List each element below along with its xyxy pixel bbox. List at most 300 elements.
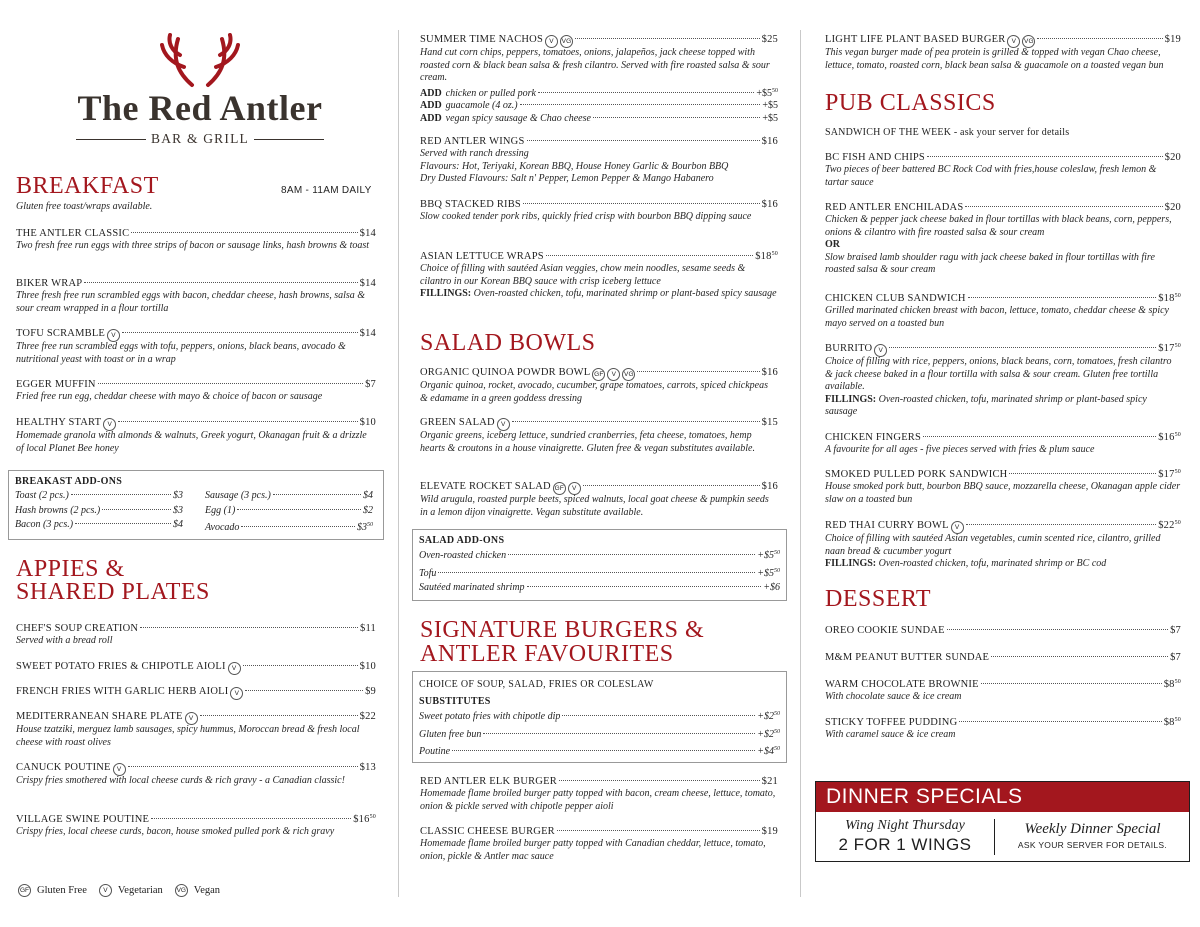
item-description: Served with ranch dressing	[420, 148, 529, 159]
wing-night-title: Wing Night Thursday	[845, 818, 965, 833]
addon-name: Gluten free bun	[419, 728, 482, 740]
item-header	[825, 624, 1181, 637]
item-description: Homemade flame broiled burger patty topped with bacon, cream cheese, lettuce, tomato, onion & pickle served with chipotle pepper aioli	[420, 788, 776, 812]
leader-dots	[965, 206, 1162, 207]
item-header	[16, 378, 376, 391]
leader-dots	[508, 554, 755, 555]
item-description: With caramel sauce & ice cream	[825, 729, 956, 740]
leader-dots	[243, 665, 358, 666]
vegetarian-icon: V	[1007, 35, 1020, 48]
price-value: $25	[761, 34, 778, 45]
item-description: This vegan burger made of pea protein is grilled & topped with vegan Chao cheese, lettuce, tomato, roasted corn, black bean salsa & guacamole on a toasted vegan bun	[825, 47, 1164, 71]
leader-dots	[1009, 473, 1156, 474]
leader-dots	[71, 494, 171, 495]
item-name: ASIAN LETTUCE WRAPS	[420, 251, 544, 262]
item-fillings	[825, 558, 1181, 571]
addon-price	[757, 742, 780, 760]
menu-item	[825, 466, 1181, 506]
item-header	[16, 622, 376, 635]
price-value: $7	[1170, 652, 1181, 663]
vegetarian-icon: V	[228, 662, 241, 675]
vegetarian-icon: V	[497, 418, 510, 431]
price-cents: 50	[774, 550, 780, 556]
breakfast-addon	[205, 489, 373, 504]
menu-item	[420, 33, 778, 125]
vegan-icon: VG	[175, 884, 188, 897]
price-value: $4	[363, 490, 373, 501]
salad-addons-box	[412, 529, 787, 601]
item-name: SWEET POTATO FRIES & CHIPOTLE AIOLI	[16, 661, 226, 672]
nacho-add-on	[420, 100, 778, 113]
leader-dots	[118, 421, 357, 422]
item-description: House tzatziki, merguez lamb sausages, spicy hummus, Moroccan bread & fresh local cheese with roast olives	[16, 724, 360, 748]
burgers-title-line2: ANTLER FAVOURITES	[420, 641, 674, 667]
leader-dots	[140, 627, 358, 628]
leader-dots	[927, 156, 1163, 157]
price-value: $20	[1164, 152, 1181, 163]
price-value: $14	[359, 328, 376, 339]
substitute-row	[419, 742, 780, 760]
item-header	[420, 366, 778, 380]
item-price	[755, 248, 778, 263]
addon-name: Sautéed marinated shrimp	[419, 582, 525, 593]
leader-dots	[245, 690, 363, 691]
menu-item	[420, 248, 778, 301]
addon-price	[363, 504, 373, 519]
item-description: With chocolate sauce & ice cream	[825, 691, 962, 702]
antler-icon	[50, 33, 350, 93]
vegan-icon: VG	[622, 368, 635, 381]
price-value: $16	[761, 136, 778, 147]
item-price	[762, 416, 778, 429]
item-header	[16, 761, 376, 775]
item-header	[420, 248, 778, 263]
item-price	[762, 366, 778, 379]
item-header	[16, 811, 376, 826]
menu-item	[16, 660, 376, 674]
item-price	[1165, 201, 1181, 214]
price-value: $10	[359, 661, 376, 672]
gluten-free-icon: GF	[592, 368, 605, 381]
item-name: SUMMER TIME NACHOS	[420, 34, 544, 45]
leader-dots	[1037, 38, 1162, 39]
leader-dots	[889, 347, 1156, 348]
or-separator: OR	[825, 239, 840, 250]
item-price	[1165, 151, 1181, 164]
item-header	[16, 660, 376, 674]
item-name: CANUCK POUTINE	[16, 762, 111, 773]
price-value: $16	[761, 367, 778, 378]
item-header	[420, 480, 778, 494]
vegetarian-icon: V	[230, 687, 243, 700]
addon-name: Sausage (3 pcs.)	[205, 490, 271, 501]
breakfast-addons-title: BREAKAST ADD-ONS	[15, 476, 123, 487]
item-header	[825, 151, 1181, 164]
fillings-label: FILLINGS:	[825, 393, 877, 405]
leader-dots	[131, 232, 357, 233]
item-description: Slow cooked tender pork ribs, quickly fried crisp with bourbon BBQ dipping sauce	[420, 211, 752, 222]
column-divider	[398, 30, 399, 897]
menu-item	[825, 651, 1181, 664]
nacho-add-on	[420, 113, 778, 126]
item-header	[420, 198, 778, 211]
item-description: Flavours: Hot, Teriyaki, Korean BBQ, House Honey Garlic & Bourbon BBQ	[420, 160, 729, 172]
brand-subtitle: BAR & GRILL	[151, 131, 249, 146]
dinner-specials-title: DINNER SPECIALS	[816, 782, 1189, 812]
item-header	[420, 775, 778, 788]
item-price	[360, 710, 376, 723]
item-description: Choice of filling with sautéed Asian vegetables, cumin scented rice, cilantro, grilled naan bread & cucumber yogurt	[825, 533, 1161, 557]
wing-night-offer: 2 FOR 1 WINGS	[838, 835, 972, 854]
item-price	[360, 622, 376, 635]
price-value: $16	[761, 481, 778, 492]
item-description: Crispy fries smothered with local cheese curds & rich gravy - a Canadian classic!	[16, 775, 345, 786]
item-header	[825, 466, 1181, 481]
addon-price	[173, 504, 183, 519]
add-text: guacamole (4 oz.)	[445, 100, 518, 111]
logo-rule-right	[254, 139, 324, 140]
item-name: SMOKED PULLED PORK SANDWICH	[825, 469, 1008, 480]
item-name: BIKER WRAP	[16, 278, 83, 289]
item-price	[365, 378, 376, 391]
salad-addon	[419, 564, 780, 582]
leader-dots	[483, 733, 755, 734]
leader-dots	[538, 92, 754, 93]
logo	[50, 33, 350, 148]
addon-name: Egg (1)	[205, 504, 236, 516]
leader-dots	[557, 830, 760, 831]
addon-price	[757, 707, 780, 725]
item-description: Wild arugula, roasted purple beets, spiced walnuts, local goat cheese & pumpkin seeds in a lemon dijon vinaigrette. Vegan substitute available.	[420, 494, 769, 518]
item-price	[762, 198, 778, 211]
item-description: Chicken & pepper jack cheese baked in flour tortillas with black beans, corn, peppers, onions & cilantro with fire roasted salsa & sour cream	[825, 214, 1172, 238]
price-value: $11	[360, 623, 376, 634]
price-cents: 50	[774, 567, 780, 574]
item-name: ORGANIC QUINOA POWDR BOWL	[420, 367, 591, 378]
item-name: BBQ STACKED RIBS	[420, 199, 521, 210]
menu-item	[420, 775, 778, 813]
dessert-title: DESSERT	[825, 586, 932, 612]
leader-dots	[527, 140, 760, 141]
pub-title: PUB CLASSICS	[825, 90, 996, 116]
leader-dots	[241, 526, 355, 527]
item-name: RED ANTLER ENCHILADAS	[825, 202, 964, 213]
appies-title-line1: APPIES &	[16, 556, 125, 582]
item-description: Homemade flame broiled burger patty topped with Canadian cheddar, lettuce, tomato, onion, pickle & Antler mac sauce	[420, 838, 766, 862]
item-description: Organic greens, iceberg lettuce, sundried cranberries, feta cheese, tomatoes, hemp hearts & croutons in a house vinaigrette. Gluten free & vegan substitutes available.	[420, 430, 755, 454]
wing-night	[816, 812, 994, 862]
fillings-text: Oven-roasted chicken, tofu, marinated shrimp or plant-based spicy sausage	[473, 288, 777, 299]
menu-item	[825, 290, 1181, 330]
item-name: BURRITO	[825, 343, 873, 354]
price-value: $16	[1158, 432, 1175, 443]
price-value: $17	[1158, 469, 1175, 480]
item-name: CHICKEN CLUB SANDWICH	[825, 293, 966, 304]
price-value: $16	[353, 814, 370, 825]
addon-name: Bacon (3 pcs.)	[15, 519, 74, 530]
appies-title-line2: SHARED PLATES	[16, 579, 210, 605]
vegetarian-icon: V	[874, 344, 887, 357]
price-value: +$5	[757, 550, 774, 561]
gluten-free-icon: GF	[18, 884, 31, 897]
item-header	[16, 710, 376, 724]
menu-item	[825, 201, 1181, 277]
item-name: RED ANTLER ELK BURGER	[420, 776, 557, 787]
menu-item	[16, 378, 376, 404]
weekly-special-note: ASK YOUR SERVER FOR DETAILS.	[1017, 840, 1168, 850]
item-name: CHEF'S SOUP CREATION	[16, 623, 139, 634]
item-price	[360, 761, 376, 774]
burgers-title-line1: SIGNATURE BURGERS &	[420, 617, 705, 643]
substitutes-title: SUBSTITUTES	[419, 696, 491, 707]
price-value: $3	[173, 504, 183, 516]
item-header	[825, 651, 1181, 664]
leader-dots	[981, 683, 1162, 684]
leader-dots	[968, 297, 1157, 298]
item-header	[825, 676, 1181, 691]
legend-vg-label: Vegan	[193, 885, 221, 896]
add-label: ADD	[420, 100, 442, 111]
add-text: chicken or pulled pork	[445, 87, 536, 99]
item-price	[1158, 466, 1181, 481]
add-price	[756, 85, 778, 101]
item-price	[1170, 651, 1181, 664]
leader-dots	[75, 523, 171, 524]
leader-dots	[128, 766, 358, 767]
breakfast-addons-box	[8, 470, 384, 540]
item-description: Organic quinoa, rocket, avocado, cucumber, grape tomatoes, carrots, spiced chickpeas & edamame in a green goddess dressing	[420, 380, 768, 404]
price-cents: 50	[774, 746, 780, 752]
leader-dots	[575, 38, 760, 39]
add-text: vegan spicy sausage & Chao cheese	[445, 112, 591, 124]
menu-item	[825, 151, 1181, 189]
addon-price	[763, 581, 780, 596]
item-header	[825, 290, 1181, 305]
item-header	[16, 227, 376, 240]
salad-addon	[419, 546, 780, 564]
menu-item	[16, 227, 376, 253]
item-price	[762, 33, 778, 46]
menu-item	[825, 33, 1181, 72]
menu-item	[825, 714, 1181, 742]
price-value: $14	[359, 278, 376, 289]
add-price	[762, 100, 778, 113]
breakfast-addon	[15, 518, 183, 533]
addon-name: Toast (2 pcs.)	[15, 490, 69, 501]
price-value: $21	[761, 776, 778, 787]
price-value: $17	[1158, 343, 1175, 354]
price-cents: 50	[774, 711, 780, 717]
legend-gf-label: Gluten Free	[37, 885, 87, 896]
menu-item	[16, 327, 376, 366]
dietary-legend	[18, 884, 220, 897]
item-name: LIGHT LIFE PLANT BASED BURGER	[825, 34, 1006, 45]
menu-item	[825, 517, 1181, 571]
addon-name: Poutine	[419, 746, 451, 757]
vegetarian-icon: V	[951, 521, 964, 534]
price-cents: 50	[1174, 717, 1181, 723]
item-header	[825, 429, 1181, 444]
price-value: $22	[1158, 520, 1175, 531]
item-description: A favourite for all ages - five pieces served with fries & plum sauce	[825, 444, 1095, 455]
breakfast-addon	[205, 504, 373, 519]
item-fillings	[825, 394, 1181, 419]
vegetarian-icon: V	[568, 482, 581, 495]
price-value: $4	[173, 519, 183, 530]
dinner-specials-box	[815, 781, 1190, 862]
sandwich-of-week: SANDWICH OF THE WEEK - ask your server for details	[825, 127, 1070, 138]
price-cents: 50	[369, 814, 376, 820]
item-name: THE ANTLER CLASSIC	[16, 228, 130, 239]
menu-item	[16, 710, 376, 749]
menu-item	[16, 416, 376, 455]
price-value: $2	[363, 504, 373, 516]
item-header	[825, 517, 1181, 533]
item-description: Served with a bread roll	[16, 635, 113, 646]
item-name: WARM CHOCOLATE BROWNIE	[825, 679, 979, 690]
item-header	[420, 416, 778, 430]
item-price	[1158, 290, 1181, 305]
leader-dots	[200, 715, 358, 716]
item-header	[420, 135, 778, 148]
price-value: +$5	[757, 567, 774, 579]
leader-dots	[593, 117, 760, 118]
item-header	[825, 714, 1181, 729]
leader-dots	[559, 780, 760, 781]
vegetarian-icon: V	[113, 763, 126, 776]
price-value: $20	[1164, 202, 1181, 213]
menu-item	[16, 277, 376, 315]
fillings-text: Oven-roasted chicken, tofu, marinated shrimp or BC cod	[878, 558, 1107, 569]
leader-dots	[512, 421, 760, 422]
item-name: CLASSIC CHEESE BURGER	[420, 826, 555, 837]
price-value: $7	[1170, 625, 1181, 636]
price-value: $15	[761, 417, 778, 428]
substitute-row	[419, 707, 780, 725]
leader-dots	[438, 572, 755, 573]
item-header	[16, 327, 376, 341]
item-name: RED ANTLER WINGS	[420, 136, 525, 147]
item-price	[353, 811, 376, 826]
leader-dots	[923, 436, 1156, 437]
addon-price	[173, 518, 183, 533]
addon-name: Sweet potato fries with chipotle dip	[419, 711, 561, 722]
leader-dots	[151, 818, 351, 819]
item-price	[1158, 429, 1181, 444]
item-name: VILLAGE SWINE POUTINE	[16, 814, 150, 825]
addon-price	[173, 489, 183, 504]
menu-item	[825, 676, 1181, 704]
leader-dots	[527, 586, 762, 587]
item-description: Hand cut corn chips, peppers, tomatoes, onions, jalapeños, jack cheese topped with roasted corn & black bean salsa & fresh cilantro. Served with fire roasted salsa & sour cream.	[420, 47, 770, 83]
add-price	[762, 113, 778, 126]
salad-addon	[419, 581, 780, 596]
item-description: Three fresh free run scrambled eggs with bacon, cheddar cheese, hash browns, salsa & sour cream wrapped in a flour tortilla	[16, 290, 366, 314]
item-price: $19	[1164, 34, 1181, 45]
leader-dots	[562, 715, 755, 716]
menu-item	[420, 198, 778, 224]
price-value: +$2	[757, 728, 774, 740]
addon-price	[357, 518, 373, 536]
price-value: $18	[755, 251, 772, 262]
item-price	[1170, 624, 1181, 637]
item-price	[360, 416, 376, 429]
item-price	[762, 775, 778, 788]
price-cents: 50	[1174, 293, 1181, 299]
item-header	[16, 685, 376, 699]
item-name: RED THAI CURRY BOWL	[825, 520, 949, 531]
item-fillings	[420, 288, 778, 301]
item-description: Choice of filling with sautéed Asian veggies, chow mein noodles, sesame seeds & cilantro in our Korean BBQ sauce with crisp iceberg lettuce	[420, 263, 746, 287]
price-value: +$5	[756, 87, 772, 99]
breakfast-addon	[15, 504, 183, 519]
breakfast-note: Gluten free toast/wraps available.	[16, 201, 153, 212]
menu-item	[16, 622, 376, 648]
price-value: $19	[761, 826, 778, 837]
item-description: Choice of filling with rice, peppers, onions, black beans, corn, tomatoes, fresh cilantro & jack cheese baked in a flour tortilla with salsa & sour cream. Gluten free tortilla available.	[825, 356, 1172, 392]
gluten-free-icon: GF	[553, 482, 566, 495]
breakfast-title: BREAKFAST	[16, 173, 159, 199]
item-description: Slow braised lamb shoulder ragu with jack cheese baked in flour tortillas with fire roasted salsa & sour cream	[825, 251, 1155, 275]
column-divider	[800, 30, 801, 897]
item-name: OREO COOKIE SUNDAE	[825, 625, 945, 636]
vegetarian-icon: V	[103, 418, 116, 431]
vegetarian-icon: V	[99, 884, 112, 897]
salad-addons-title: SALAD ADD-ONS	[419, 535, 505, 546]
price-value: $3	[173, 490, 183, 501]
item-name: GREEN SALAD	[420, 417, 495, 428]
fillings-label: FILLINGS:	[825, 558, 877, 569]
leader-dots	[637, 371, 759, 372]
leader-dots	[102, 509, 171, 510]
substitutes-list	[419, 707, 780, 760]
item-price	[1158, 340, 1181, 355]
item-name: HEALTHY START	[16, 417, 102, 428]
item-header	[420, 825, 778, 838]
item-header	[825, 340, 1181, 356]
item-description: Crispy fries, local cheese curds, bacon, house smoked pulled pork & rich gravy	[16, 826, 335, 837]
menu-item	[420, 825, 778, 863]
menu-column-left	[16, 0, 376, 927]
menu-item	[420, 480, 778, 519]
item-name: TOFU SCRAMBLE	[16, 328, 106, 339]
addon-name: Avocado	[205, 522, 240, 533]
item-price	[762, 480, 778, 493]
item-price	[762, 825, 778, 838]
item-price	[1164, 714, 1181, 729]
price-cents: 50	[1174, 520, 1181, 526]
item-description: Fried free run egg, cheddar cheese with mayo & choice of bacon or sausage	[16, 391, 323, 402]
leader-dots	[122, 332, 358, 333]
nacho-add-on	[420, 85, 778, 101]
breakfast-hours: 8AM - 11AM DAILY	[281, 185, 372, 196]
breakfast-addon	[205, 518, 373, 536]
price-cents: 50	[771, 251, 778, 257]
menu-item	[420, 366, 778, 405]
item-description: Homemade granola with almonds & walnuts, Greek yogurt, Okanagan fruit & a drizzle of local Planet Bee honey	[16, 430, 367, 454]
leader-dots	[452, 750, 755, 751]
price-value: $13	[359, 762, 376, 773]
add-label: ADD	[420, 87, 442, 99]
menu-item	[16, 761, 376, 788]
breakfast-addons-right	[205, 489, 373, 536]
burger-choice: CHOICE OF SOUP, SALAD, FRIES OR COLESLAW	[419, 679, 654, 690]
salads-title: SALAD BOWLS	[420, 330, 596, 356]
vegetarian-icon: V	[185, 712, 198, 725]
item-price	[360, 327, 376, 340]
price-value: +$2	[757, 711, 774, 722]
item-name: STICKY TOFFEE PUDDING	[825, 717, 958, 728]
